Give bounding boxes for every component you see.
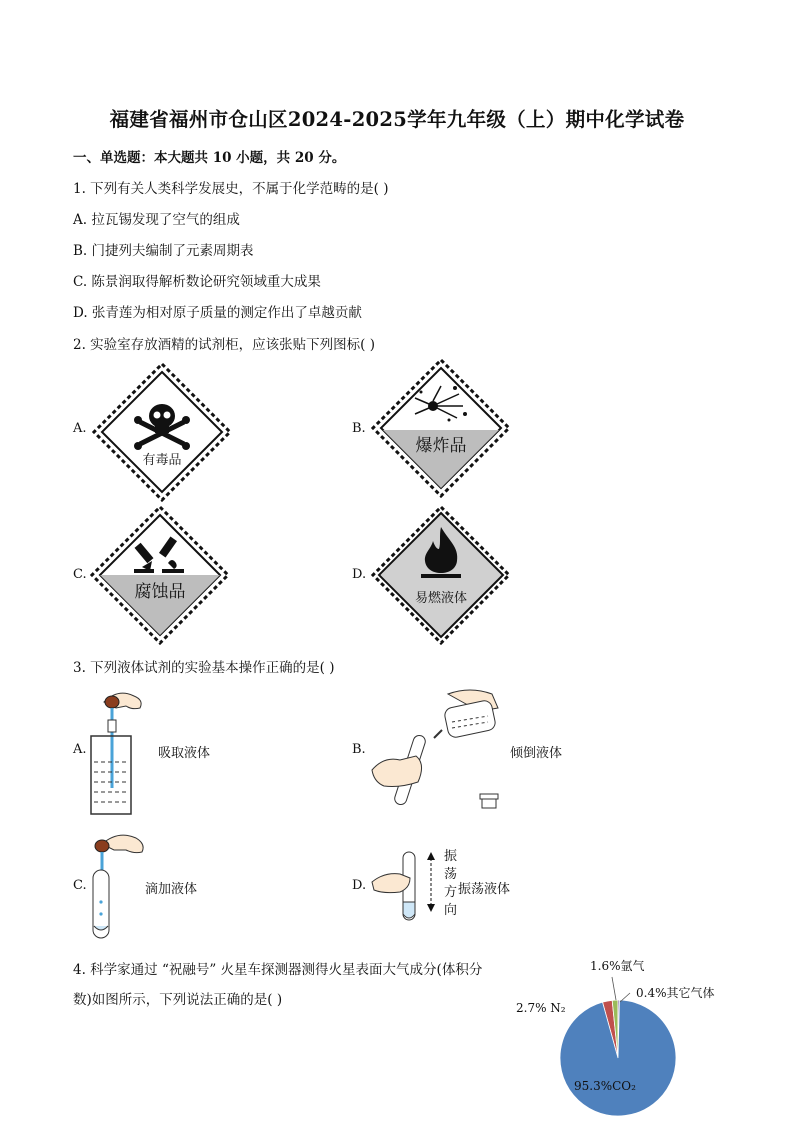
shaking-tube-illustration (370, 848, 430, 924)
shake-direction-label: 振 荡 方 向 (444, 849, 458, 918)
question-1-stem: 1. 下列有关人类科学发展史，不属于化学范畴的是( ) (73, 181, 389, 197)
q2-label-b: B. (352, 421, 366, 436)
q1-option-a: A. 拉瓦锡发现了空气的组成 (73, 212, 240, 228)
q1-option-d: D. 张青莲为相对原子质量的测定作出了卓越贡献 (73, 305, 362, 321)
q3-label-a: A. (73, 742, 87, 757)
pie-label-other: 0.4%其它气体 (636, 986, 715, 1000)
q3-caption-a: 吸取液体 (158, 746, 211, 761)
pouring-liquid-illustration (370, 686, 510, 814)
question-3-stem: 3. 下列液体试剂的实验基本操作正确的是( ) (73, 660, 335, 676)
corrosive-hazard-sign (90, 505, 230, 645)
q3-label-c: C. (73, 878, 87, 893)
toxic-hazard-sign (92, 362, 232, 502)
q3-label-d: D. (352, 878, 367, 893)
flammable-sign-label: 易燃液体 (414, 591, 468, 606)
q2-label-a: A. (73, 421, 87, 436)
question-4-stem-line2: 数)如图所示，下列说法正确的是( ) (73, 992, 283, 1008)
q3-caption-b: 倾倒液体 (510, 746, 563, 761)
mars-atmosphere-pie-chart (500, 950, 740, 1120)
q2-label-c: C. (73, 567, 87, 582)
page-title: 福建省福州市仓山区2024-2025学年九年级（上）期中化学试卷 (109, 108, 685, 131)
shake-direction-arrow (425, 852, 437, 912)
corrosive-sign-label: 腐蚀品 (134, 582, 186, 602)
flammable-liquid-sign (371, 505, 511, 645)
dropper-absorb-illustration (88, 688, 150, 816)
q1-option-c: C. 陈景润取得解析数论研究领域重大成果 (73, 274, 321, 290)
explosive-hazard-sign (371, 358, 511, 498)
q3-caption-d: 振荡液体 (458, 882, 511, 897)
section-heading: 一、单选题：本大题共 10 小题，共 20 分。 (73, 150, 346, 166)
q3-caption-c: 滴加液体 (145, 882, 198, 897)
pie-leader-argon (612, 977, 616, 1000)
question-2-stem: 2. 实验室存放酒精的试剂柜，应该张贴下列图标( ) (73, 337, 375, 353)
q1-option-b: B. 门捷列夫编制了元素周期表 (73, 243, 254, 259)
question-4-stem-line1: 4. 科学家通过 “祝融号” 火星车探测器测得火星表面大气成分(体积分 (73, 962, 483, 978)
pie-label-argon: 1.6%氩气 (590, 959, 645, 973)
q3-label-b: B. (352, 742, 366, 757)
pie-label-n2: 2.7% N₂ (516, 1001, 566, 1015)
pie-label-co2: 95.3%CO₂ (574, 1079, 636, 1093)
dropper-add-illustration (88, 830, 150, 942)
toxic-sign-label: 有毒品 (142, 453, 182, 468)
q2-label-d: D. (352, 567, 367, 582)
explosive-sign-label: 爆炸品 (415, 436, 467, 456)
